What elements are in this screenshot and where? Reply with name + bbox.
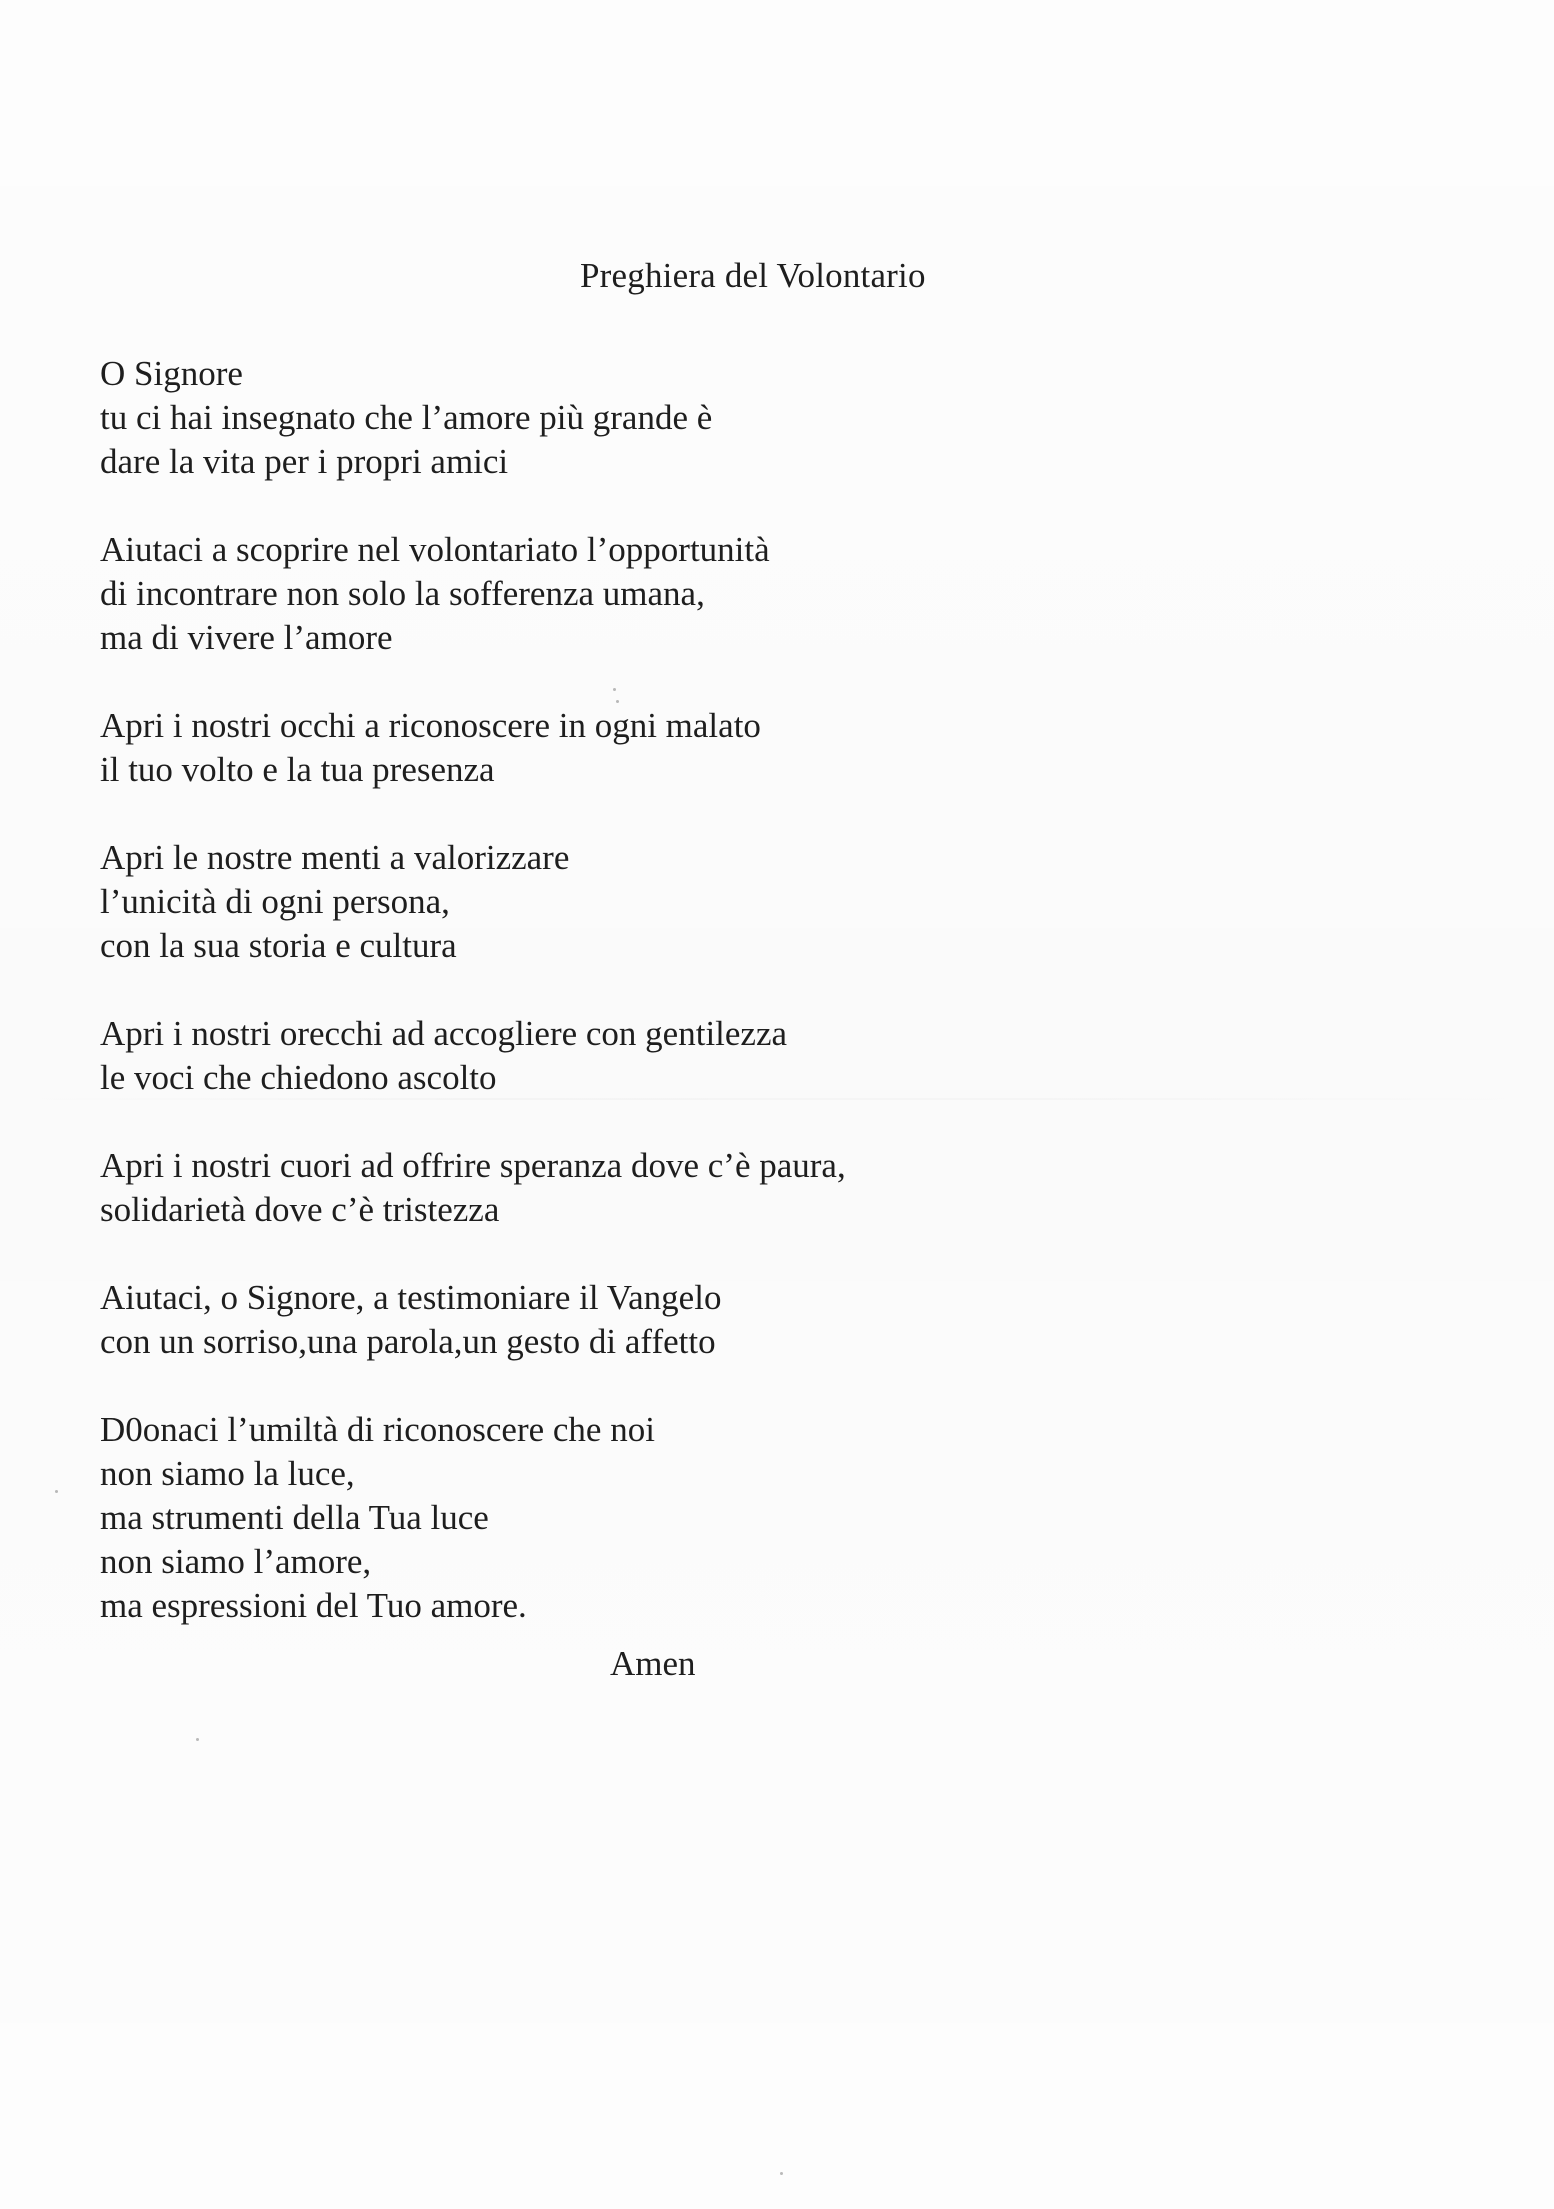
stanza-8: [100, 1408, 1100, 1628]
stanza-line: ma di vivere l’amore: [100, 618, 393, 657]
paper-speck: [613, 688, 616, 691]
stanza-5: [100, 1012, 1100, 1100]
stanza-line: tu ci hai insegnato che l’amore più grande è: [100, 398, 713, 437]
prayer-title: Preghiera del Volontario: [580, 256, 926, 295]
stanza-line: con la sua storia e cultura: [100, 926, 457, 965]
stanza-line: Apri i nostri orecchi ad accogliere con gentilezza: [100, 1014, 788, 1053]
stanza-line: Apri i nostri cuori ad offrire speranza dove c’è paura,: [100, 1146, 846, 1185]
stanza-line: dare la vita per i propri amici: [100, 442, 509, 481]
stanza-1: [100, 352, 1100, 484]
stanza-line: Aiutaci a scoprire nel volontariato l’opportunità: [100, 530, 770, 569]
paper-speck: [780, 2172, 783, 2175]
stanza-line: le voci che chiedono ascolto: [100, 1058, 497, 1097]
prayer-closing: Amen: [610, 1644, 696, 1683]
paper-speck: [55, 1490, 58, 1493]
stanza-3: [100, 704, 1100, 792]
stanza-7: [100, 1276, 1100, 1364]
stanza-2: [100, 528, 1100, 660]
stanza-line: l’unicità di ogni persona,: [100, 882, 450, 921]
stanza-line: Aiutaci, o Signore, a testimoniare il Vangelo: [100, 1278, 722, 1317]
stanza-line: solidarietà dove c’è tristezza: [100, 1190, 500, 1229]
stanza-6: [100, 1144, 1100, 1232]
stanza-line: non siamo l’amore,: [100, 1542, 372, 1581]
stanza-line: O Signore: [100, 354, 243, 393]
stanza-4: [100, 836, 1100, 968]
stanza-line: di incontrare non solo la sofferenza umana,: [100, 574, 705, 613]
prayer-body: [100, 352, 1100, 1672]
paper-speck: [616, 700, 619, 703]
stanza-line: Apri i nostri occhi a riconoscere in ogni malato: [100, 706, 761, 745]
paper-speck: [196, 1738, 199, 1741]
stanza-line: D0onaci l’umiltà di riconoscere che noi: [100, 1410, 655, 1449]
stanza-line: con un sorriso,una parola,un gesto di affetto: [100, 1322, 716, 1361]
stanza-line: non siamo la luce,: [100, 1454, 355, 1493]
stanza-line: ma espressioni del Tuo amore.: [100, 1586, 527, 1625]
stanza-line: Apri le nostre menti a valorizzare: [100, 838, 570, 877]
stanza-line: ma strumenti della Tua luce: [100, 1498, 489, 1537]
stanza-line: il tuo volto e la tua presenza: [100, 750, 495, 789]
